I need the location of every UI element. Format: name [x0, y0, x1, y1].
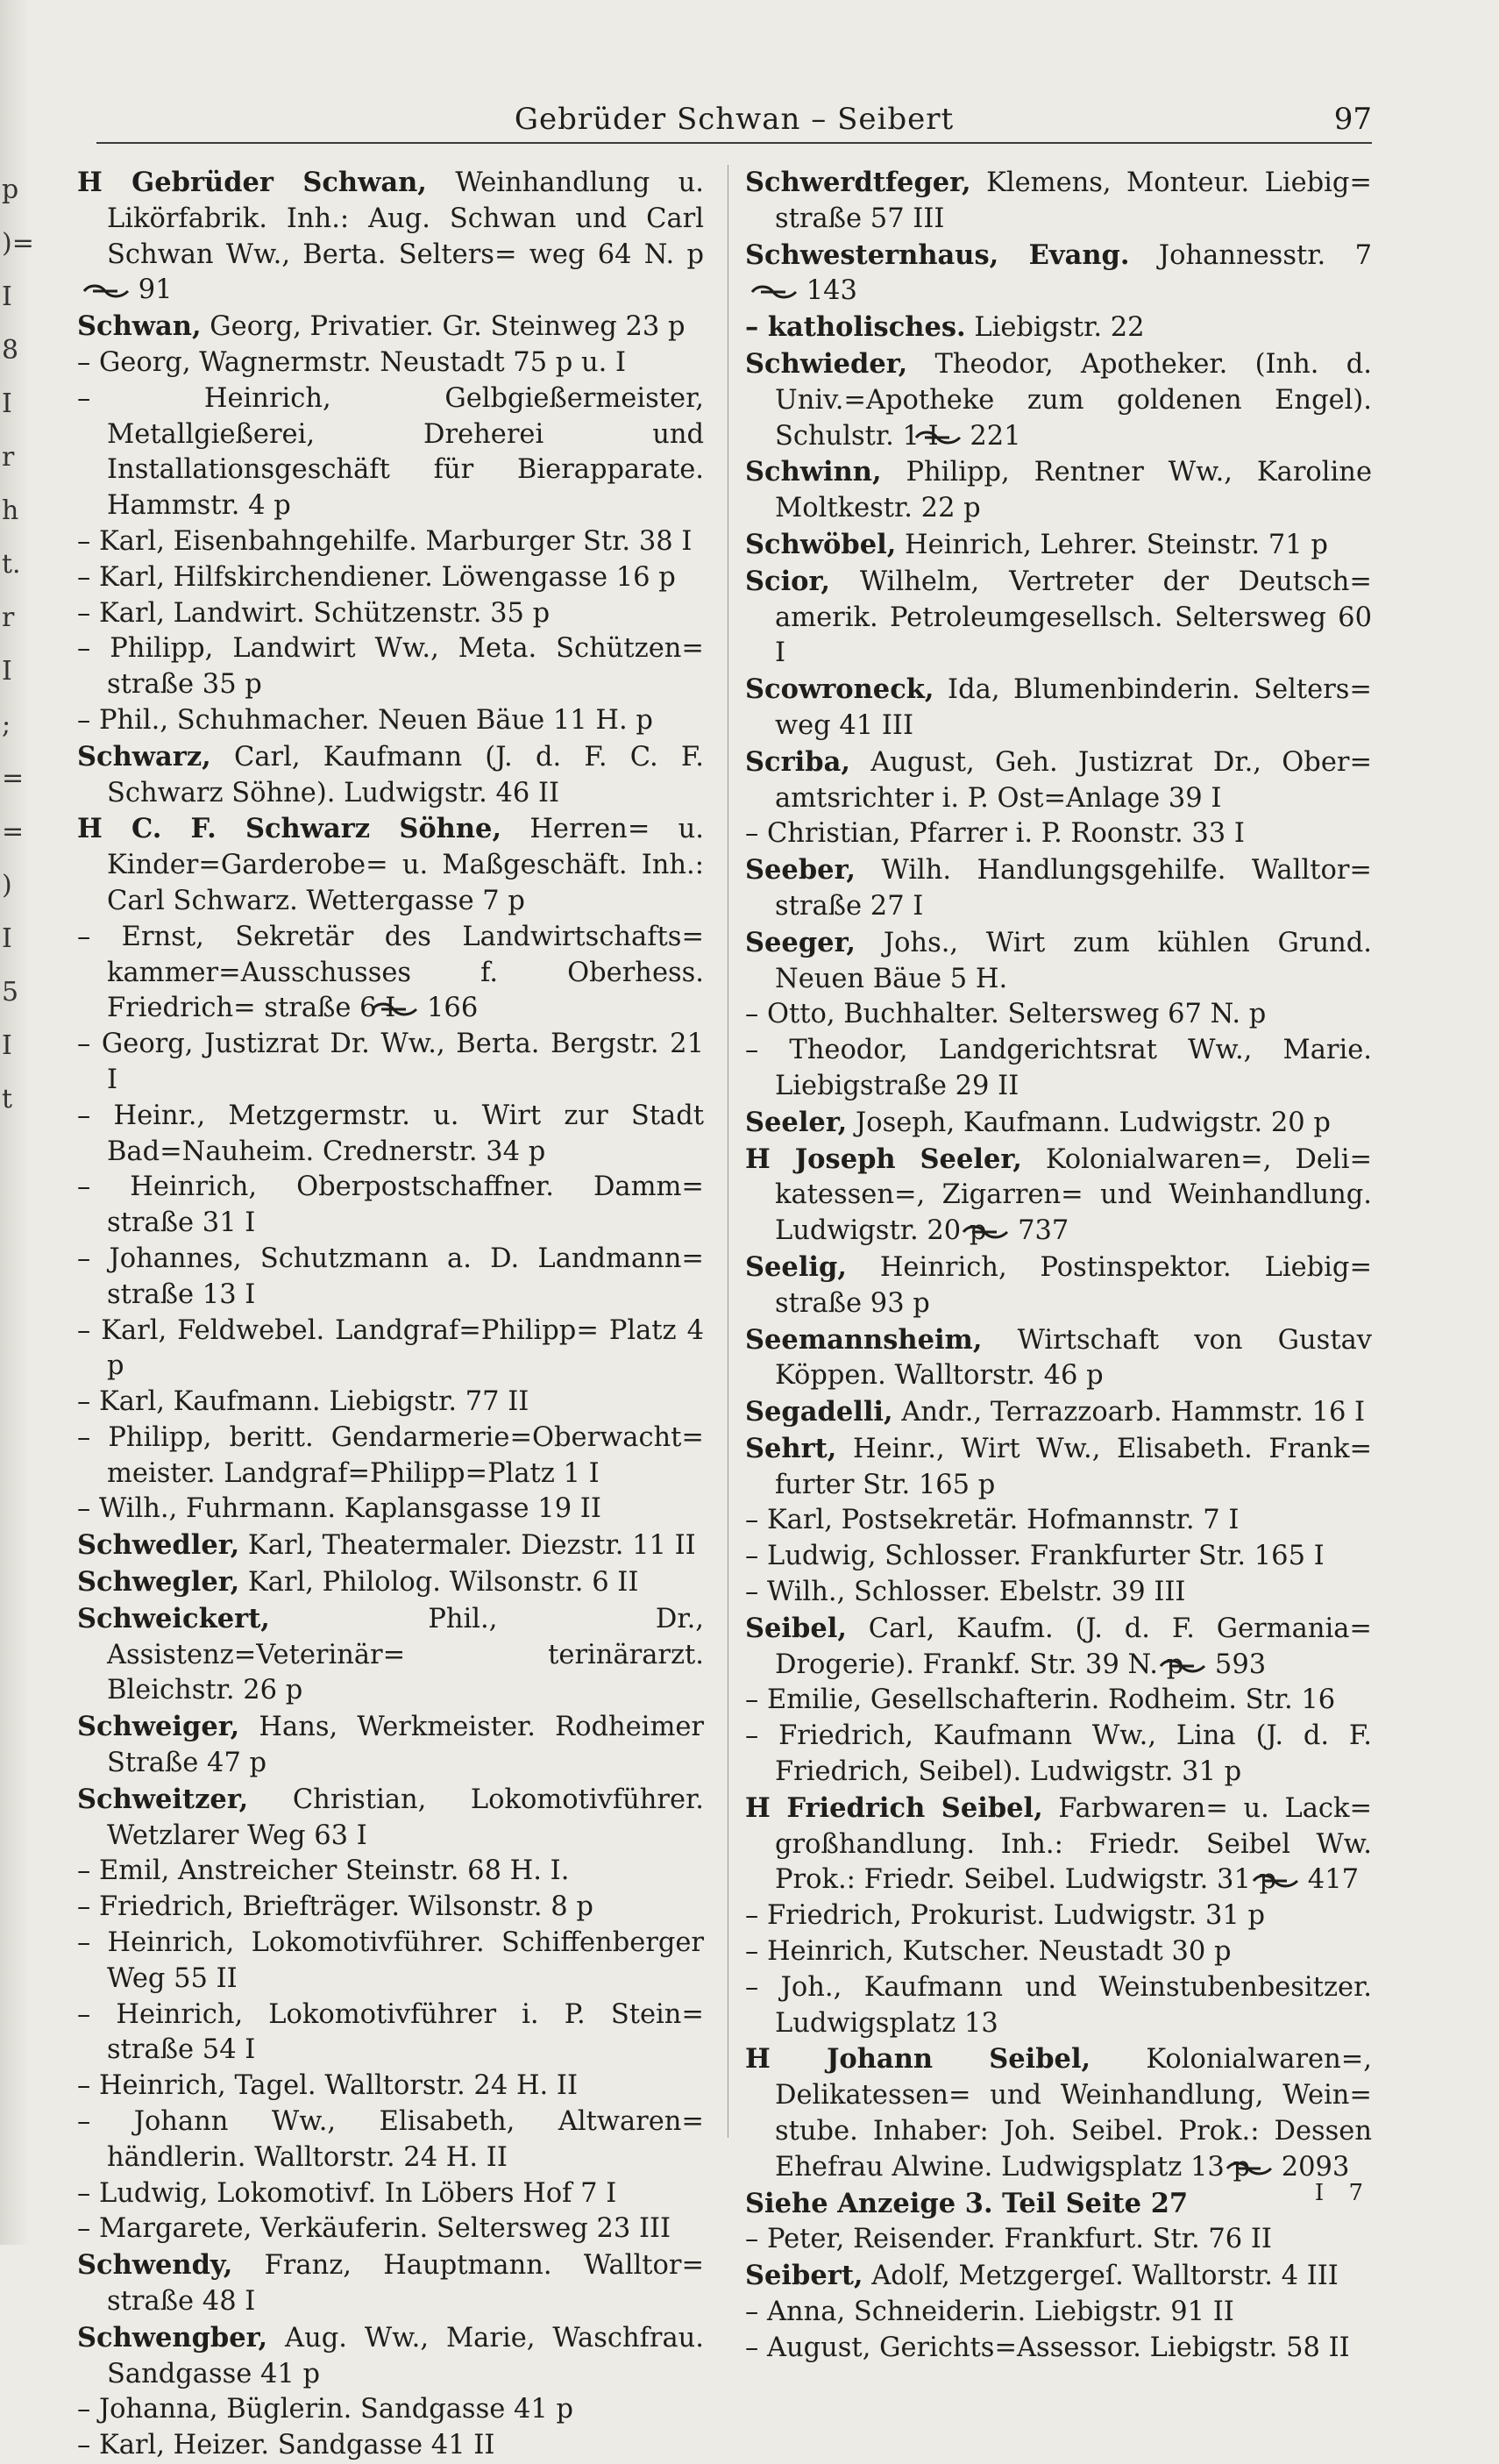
entry-details: – Karl, Eisenbahngehilfe. Marburger Str. 38 I — [77, 525, 693, 557]
entry-name: Schwesternhaus, Evang. — [745, 239, 1130, 271]
entry-details: – Phil., Schuhmacher. Neuen Bäue 11 H. p — [77, 704, 653, 736]
margin-mark: 5 — [2, 977, 19, 1008]
entry-details: – Georg, Justizrat Dr. Ww., Berta. Bergstr. 21 I — [77, 1029, 704, 1095]
entry-name: Scowroneck, — [745, 673, 934, 706]
entry-details: Wilh. Handlungsgehilfe. Walltor= straße 27 I — [775, 855, 1372, 922]
margin-mark: I — [2, 923, 12, 954]
margin-mark: )= — [2, 228, 34, 259]
entry-details: – Ludwig, Lokomotivf. In Löbers Hof 7 I — [77, 2177, 617, 2209]
telephone-icon — [82, 282, 130, 300]
entry-details: Johs., Wirt zum kühlen Grund. Neuen Bäue 5 H. — [775, 927, 1372, 994]
directory-entry — [77, 1564, 704, 1601]
entry-name: Seibert, — [745, 2260, 863, 2292]
directory-entry — [77, 631, 704, 703]
directory-entry — [77, 2320, 704, 2393]
entry-name: Seelig, — [745, 1250, 847, 1283]
entry-name: Schwengber, — [77, 2321, 268, 2354]
telephone-number-value: 166 — [418, 993, 479, 1024]
entry-details: – Johann Ww., Elisabeth, Altwaren= händlerin. Walltorstr. 24 H. II — [77, 2106, 704, 2173]
directory-entry — [745, 1105, 1372, 1142]
entry-name: Schweitzer, — [77, 1783, 249, 1815]
directory-entry — [745, 1575, 1372, 1611]
telephone-icon — [371, 1001, 418, 1018]
directory-entry — [745, 310, 1372, 346]
entry-details: Franz, Hauptmann. Walltor= straße 48 I — [107, 2250, 704, 2318]
directory-entry — [745, 744, 1372, 817]
entry-details: – Peter, Reisender. Frankfurt. Str. 76 II — [745, 2224, 1272, 2255]
margin-marks — [2, 174, 34, 1138]
margin-mark: I — [2, 388, 12, 419]
entry-details: – Otto, Buchhalter. Seltersweg 67 N. p — [745, 999, 1267, 1030]
entry-details: Joseph, Kaufmann. Ludwigstr. 20 p — [847, 1107, 1331, 1138]
entry-details: Johannesstr. 7 — [1129, 239, 1372, 271]
entry-details: Klemens, Monteur. Liebig= straße 57 III — [775, 167, 1372, 234]
entry-name: H Joseph Seeler, — [745, 1143, 1022, 1175]
entry-name: Scriba, — [745, 745, 850, 778]
entry-details: – Friedrich, Briefträger. Wilsonstr. 8 p — [77, 1891, 593, 1923]
telephone-number-value: 593 — [1206, 1649, 1267, 1680]
directory-entry — [77, 703, 704, 739]
entry-name: Siehe Anzeige 3. Teil Seite 27 — [745, 2187, 1189, 2219]
page-header — [96, 98, 1372, 144]
entry-details: Karl, Philolog. Wilsonstr. 6 II — [239, 1567, 639, 1599]
directory-entry — [745, 1142, 1372, 1250]
entry-name: Schweiger, — [77, 1711, 240, 1743]
telephone-icon — [914, 429, 962, 446]
margin-mark: h — [2, 495, 19, 526]
telephone-icon — [1225, 2160, 1273, 2177]
directory-entry — [745, 1791, 1372, 1898]
directory-entry — [77, 2211, 704, 2247]
page-number: 97 — [1333, 102, 1372, 137]
entry-details: – Georg, Wagnermstr. Neustadt 75 p u. I — [77, 346, 627, 378]
telephone-number — [939, 419, 1027, 455]
entry-name: Seeber, — [745, 854, 856, 887]
entry-details: – Emil, Anstreicher Steinstr. 68 H. I. — [77, 1855, 570, 1887]
directory-entry — [77, 1926, 704, 1998]
telephone-number-value: 2093 — [1273, 2151, 1350, 2183]
directory-entry — [77, 2104, 704, 2176]
entry-details: – Friedrich, Prokurist. Ludwigstr. 31 p — [745, 1900, 1266, 1932]
right-column — [745, 165, 1372, 2367]
entry-details: Farbwaren= u. Lack= großhandlung. Inh.: Friedr. Seibel Ww. Prok.: Friedr. Seibel. Ludwigstr. 31 p — [775, 1792, 1373, 1896]
directory-entry — [745, 1431, 1372, 1504]
directory-entry — [77, 165, 704, 309]
telephone-number — [775, 274, 863, 310]
entry-name: Segadelli, — [745, 1396, 893, 1428]
margin-mark: t. — [2, 549, 21, 580]
entry-details: Theodor, Apotheker. (Inh. d. Univ.=Apotheke zum goldenen Engel). Schulstr. 1 I — [775, 348, 1372, 452]
telephone-icon — [1159, 1657, 1206, 1675]
telephone-number-value: 91 — [130, 274, 173, 306]
entry-details: – Wilh., Schlosser. Ebelstr. 39 III — [745, 1577, 1186, 1608]
entry-details: – Joh., Kaufmann und Weinstubenbesitzer. Ludwigsplatz 13 — [745, 1971, 1372, 2039]
entry-name: H Johann Seibel, — [745, 2043, 1091, 2076]
directory-entry — [745, 1934, 1372, 1970]
entry-details: Carl, Kaufm. (J. d. F. Germania= Drogerie). Frankf. Str. 39 N. p — [775, 1613, 1372, 1680]
left-column — [77, 165, 704, 2464]
entry-details: – Karl, Postsekretär. Hofmannstr. 7 I — [745, 1505, 1240, 1536]
directory-entry — [77, 1998, 704, 2069]
directory-entry — [77, 2069, 704, 2104]
entry-name: Schwarz, — [77, 740, 211, 773]
directory-entry — [745, 1033, 1372, 1105]
directory-entry — [77, 1314, 704, 1385]
margin-mark: I — [2, 1030, 12, 1061]
directory-entry — [77, 596, 704, 632]
directory-entry — [77, 920, 704, 1027]
previous-page-edge — [0, 0, 34, 2245]
directory-entry — [77, 1170, 704, 1242]
entry-details: – Friedrich, Kaufmann Ww., Lina (J. d. F. Friedrich, Seibel). Ludwigstr. 31 p — [745, 1720, 1372, 1788]
entry-details: Phil., Dr., Assistenz=Veterinär= terinärarzt. Bleichstr. 26 p — [107, 1603, 704, 1706]
entry-name: Schweickert, — [77, 1602, 270, 1634]
entry-details: – August, Gerichts=Assessor. Liebigstr. 58 II — [745, 2332, 1350, 2363]
directory-entry — [77, 524, 704, 560]
entry-details: – Karl, Hilfskirchendiener. Löwengasse 16 p — [77, 561, 676, 593]
entry-details: – Wilh., Fuhrmann. Kaplansgasse 19 II — [77, 1493, 601, 1525]
entry-details: – Theodor, Landgerichtsrat Ww., Marie. Liebigstraße 29 II — [745, 1035, 1372, 1101]
directory-entry — [745, 238, 1372, 310]
entry-details: Hans, Werkmeister. Rodheimer Straße 47 p — [107, 1712, 704, 1779]
entry-details: – Heinrich, Lokomotivführer i. P. Stein= straße 54 I — [77, 1998, 704, 2066]
entry-name: Schwendy, — [77, 2249, 233, 2282]
entry-name: H Gebrüder Schwan, — [77, 167, 427, 198]
directory-entry — [77, 2428, 704, 2464]
entry-name: Schwegler, — [77, 1566, 240, 1599]
entry-details: – Johanna, Büglerin. Sandgasse 41 p — [77, 2394, 574, 2425]
directory-entry — [745, 165, 1372, 238]
entry-details: – Heinrich, Kutscher. Neustadt 30 p — [745, 1936, 1232, 1968]
entry-name: Schwöbel, — [745, 528, 897, 560]
directory-entry — [77, 2176, 704, 2212]
entry-details: – Heinrich, Lokomotivführer. Schiffenberger Weg 55 II — [77, 1927, 704, 1994]
directory-entry — [745, 346, 1372, 454]
telephone-number — [1276, 1862, 1364, 1898]
directory-entry — [77, 811, 704, 919]
entry-details: – Christian, Pfarrer i. P. Roonstr. 33 I — [745, 818, 1245, 850]
directory-entry — [745, 1683, 1372, 1719]
entry-details: – Karl, Kaufmann. Liebigstr. 77 II — [77, 1386, 529, 1418]
directory-entry — [745, 2295, 1372, 2331]
telephone-icon — [1252, 1872, 1299, 1890]
entry-details: Andr., Terrazzoarb. Hammstr. 16 I — [892, 1397, 1366, 1428]
directory-entry — [745, 1250, 1372, 1322]
directory-entry — [77, 1242, 704, 1314]
entry-details: – Heinr., Metzgermstr. u. Wirt zur Stadt Bad=Nauheim. Crednerstr. 34 p — [77, 1100, 704, 1167]
directory-entry — [745, 1503, 1372, 1539]
printer-signature-mark: I 7 — [1314, 2180, 1372, 2206]
running-head: Gebrüder Schwan – Seibert — [514, 102, 955, 137]
directory-entry — [745, 454, 1372, 527]
telephone-number-value: 221 — [961, 420, 1021, 452]
directory-entry — [77, 381, 704, 524]
telephone-icon — [962, 1223, 1009, 1241]
entry-details: – Ernst, Sekretär des Landwirtschafts= kammer=Ausschusses f. Oberhess. Friedrich= straße 6 I — [77, 921, 704, 1024]
directory-entry — [745, 2258, 1372, 2295]
entry-name: Schwedler, — [77, 1529, 240, 1562]
directory-entry — [745, 816, 1372, 852]
entry-details: – Heinrich, Oberpostschaffner. Damm= straße 31 I — [77, 1171, 704, 1239]
entry-name: Seeler, — [745, 1106, 848, 1138]
entry-details: – Philipp, beritt. Gendarmerie=Oberwacht= meister. Landgraf=Philipp=Platz 1 I — [77, 1421, 704, 1489]
entry-details: August, Geh. Justizrat Dr., Ober= amtsrichter i. P. Ost=Anlage 39 I — [775, 746, 1372, 814]
entry-details: Christian, Lokomotivführer. Wetzlarer Weg 63 I — [107, 1784, 704, 1851]
directory-entry — [77, 345, 704, 381]
directory-entry — [77, 1854, 704, 1890]
directory-entry — [77, 1027, 704, 1099]
entry-details: – Philipp, Landwirt Ww., Meta. Schützen= straße 35 p — [77, 633, 704, 701]
entry-details: – Anna, Schneiderin. Liebigstr. 91 II — [745, 2297, 1234, 2328]
entry-name: Schwinn, — [745, 456, 882, 488]
entry-details: Karl, Theatermaler. Diezstr. 11 II — [239, 1530, 696, 1562]
entry-name: Seibel, — [745, 1612, 847, 1644]
directory-entry — [745, 852, 1372, 925]
directory-entry — [745, 2222, 1372, 2258]
directory-entry — [77, 309, 704, 345]
directory-entry — [745, 2331, 1372, 2367]
telephone-number-value: 417 — [1299, 1864, 1360, 1896]
directory-entry — [745, 564, 1372, 672]
entry-name: Schwieder, — [745, 347, 908, 380]
entry-details: Ida, Blumenbinderin. Selters= weg 41 III — [775, 674, 1372, 741]
directory-entry — [745, 1539, 1372, 1575]
entry-details: Wilhelm, Vertreter der Deutsch= amerik. Petroleumgesellsch. Seltersweg 60 I — [775, 566, 1372, 669]
margin-mark: = — [2, 816, 25, 847]
directory-entry — [77, 560, 704, 596]
entry-name: Schwan, — [77, 310, 202, 343]
entry-details: – Johannes, Schutzmann a. D. Landmann= straße 13 I — [77, 1243, 704, 1310]
entry-name: H Friedrich Seibel, — [745, 1791, 1043, 1824]
entry-details: Aug. Ww., Marie, Waschfrau. Sandgasse 41 p — [107, 2322, 704, 2389]
margin-mark: r — [2, 442, 15, 473]
directory-entry — [745, 672, 1372, 744]
entry-name: – katholisches. — [745, 311, 966, 344]
directory-entry — [77, 1601, 704, 1709]
entry-details: Georg, Privatier. Gr. Steinweg 23 p — [201, 311, 686, 343]
directory-entry — [745, 1611, 1372, 1684]
entry-details: Heinr., Wirt Ww., Elisabeth. Frank= furter Str. 165 p — [775, 1433, 1372, 1500]
telephone-number — [1183, 1648, 1271, 1684]
margin-mark: I — [2, 281, 12, 312]
directory-entry — [77, 1890, 704, 1926]
margin-mark: p — [2, 174, 19, 205]
entry-details: Philipp, Rentner Ww., Karoline Moltkestr. 22 p — [775, 457, 1372, 524]
directory-entry — [745, 1898, 1372, 1934]
directory-entry — [77, 1782, 704, 1855]
directory-entry — [745, 1394, 1372, 1431]
entry-details: Liebigstr. 22 — [965, 312, 1145, 344]
entry-details: Weinhandlung u. Likörfabrik. Inh.: Aug. Schwan und Carl Schwan Ww., Berta. Selters= weg 64 N. p — [107, 167, 704, 270]
margin-mark: I — [2, 656, 12, 687]
margin-mark: ) — [2, 870, 12, 901]
margin-mark: ; — [2, 709, 11, 740]
directory-entry — [745, 925, 1372, 998]
entry-details: Heinrich, Lehrer. Steinstr. 71 p — [896, 529, 1328, 560]
directory-entry — [745, 1970, 1372, 2042]
telephone-number-value: 737 — [1009, 1215, 1069, 1247]
entry-details: – Ludwig, Schlosser. Frankfurter Str. 165 I — [745, 1541, 1325, 1572]
directory-entry — [77, 1528, 704, 1564]
entry-details: – Heinrich, Gelbgießermeister, Metallgießerei, Dreherei und Installationsgeschäft für Bierapparate. Hammstr. 4 p — [77, 382, 704, 522]
directory-entry — [745, 2041, 1372, 2185]
entry-details: – Margarete, Verkäuferin. Seltersweg 23 III — [77, 2213, 671, 2245]
entry-name: Seemannsheim, — [745, 1323, 983, 1356]
margin-mark: t — [2, 1084, 13, 1114]
entry-details: Adolf, Metzgergeſ. Walltorstr. 4 III — [863, 2261, 1339, 2292]
directory-entry — [77, 1385, 704, 1421]
margin-mark: r — [2, 602, 15, 633]
telephone-number — [986, 1214, 1074, 1250]
entry-name: Sehrt, — [745, 1432, 837, 1464]
entry-details: – Karl, Heizer. Sandgasse 41 II — [77, 2430, 495, 2461]
directory-entry — [745, 2186, 1372, 2223]
entry-details: – Karl, Feldwebel. Landgraf=Philipp= Platz 4 p — [77, 1314, 704, 1382]
directory-entry — [77, 1421, 704, 1492]
directory-entry — [745, 1719, 1372, 1791]
entry-name: H C. F. Schwarz Söhne, — [77, 813, 502, 845]
directory-entry — [745, 527, 1372, 564]
telephone-number — [395, 991, 483, 1027]
entry-details: Heinrich, Postinspektor. Liebig= straße 93 p — [775, 1251, 1372, 1319]
entry-details: Kolonialwaren=, Deli= katessen=, Zigarren= und Weinhandlung. Ludwigstr. 20 p — [775, 1143, 1373, 1247]
entry-details: – Karl, Landwirt. Schützenstr. 35 p — [77, 597, 551, 629]
telephone-number — [107, 273, 178, 309]
telephone-number-value: 143 — [798, 275, 857, 307]
directory-entry — [77, 1099, 704, 1171]
directory-entry — [77, 739, 704, 812]
entry-details: Herren= u. Kinder=Garderobe= u. Maßgeschäft. Inh.: Carl Schwarz. Wettergasse 7 p — [107, 814, 704, 916]
margin-mark: 8 — [2, 335, 19, 366]
entry-details: – Emilie, Gesellschafterin. Rodheim. Str. 16 — [745, 1684, 1336, 1716]
entry-details: – Heinrich, Tagel. Walltorstr. 24 H. II — [77, 2070, 579, 2102]
directory-entry — [745, 1322, 1372, 1395]
entry-name: Seeger, — [745, 926, 856, 958]
entry-details: Wirtschaft von Gustav Köppen. Walltorstr. 46 p — [775, 1324, 1372, 1392]
directory-entry — [77, 2392, 704, 2428]
telephone-icon — [750, 283, 798, 301]
entry-details: Kolonialwaren=, Delikatessen= und Weinhandlung, Wein= stube. Inhaber: Joh. Seibel. Prok.: Dessen Ehefrau Alwine. Ludwigsplatz 13 p — [775, 2044, 1372, 2183]
entry-details: Carl, Kaufmann (J. d. F. C. F. Schwarz Söhne). Ludwigstr. 46 II — [107, 741, 704, 808]
entry-name: Scior, — [745, 565, 830, 597]
directory-entry — [77, 2247, 704, 2320]
directory-entry — [77, 1709, 704, 1782]
margin-mark: = — [2, 763, 25, 794]
directory-entry — [745, 997, 1372, 1033]
entry-name: Schwerdtfeger, — [745, 167, 971, 198]
directory-entry — [77, 1492, 704, 1528]
